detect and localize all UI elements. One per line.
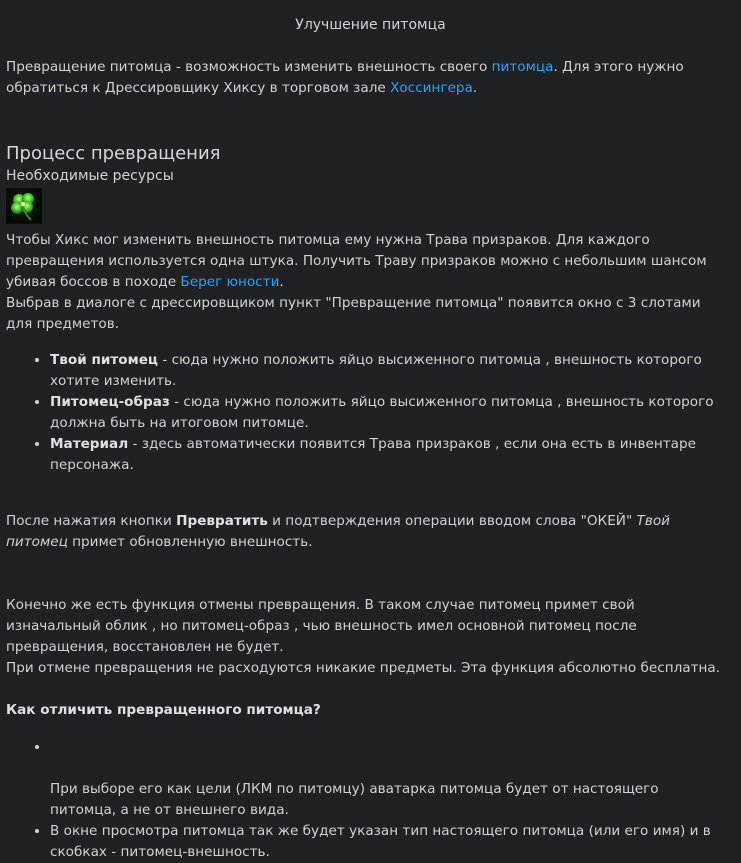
list-item (50, 392, 727, 434)
slot-term: Материал (50, 436, 129, 452)
cancel-free-text: При отмене превращения не расходуются никакие предметы. Эта функция абсолютно бесплатна. (6, 660, 721, 676)
cancel-text: Конечно же есть функция отмены превращения. В таком случае питомец примет свой изначальный облик , но питомец-образ , чью внешность имел основной питомец после превращения, восстановлен не будет. (6, 597, 637, 655)
list-item (50, 737, 727, 779)
intro-text: Превращение питомца - возможность изменить внешность своего (6, 59, 492, 75)
herb-text: . (279, 274, 284, 290)
distinguish-section (6, 700, 727, 721)
resources-label: Необходимые ресурсы (6, 168, 174, 184)
section-process (6, 142, 727, 187)
slot-desc: - сюда нужно положить яйцо высиженного питомца , внешность которого хотите изменить. (50, 352, 702, 389)
distinguish-item-text: В окне просмотра питомца так же будет указан тип настоящего питомца (или его имя) и в скобках - питомец-внешность. (50, 823, 711, 860)
pet-link[interactable]: питомца (491, 59, 554, 75)
list-item (50, 821, 727, 863)
list-item (50, 350, 727, 392)
after-text: и подтверждения операции вводом слова "ОКЕЙ" (267, 513, 637, 529)
intro-text: . (472, 80, 478, 96)
four-leaf-clover-icon[interactable] (6, 188, 42, 224)
list-item-continuation (50, 779, 727, 821)
your-pet-term: Твой питомец (6, 513, 671, 550)
intro-paragraph (6, 57, 727, 99)
cancel-paragraph (6, 595, 727, 679)
slot-desc: - сюда нужно положить яйцо высиженного питомца , внешность которого должна быть на итоговом питомце. (50, 394, 714, 431)
distinguish-heading: Как отличить превращенного питомца? (6, 702, 321, 718)
page-title: Улучшение питомца (295, 17, 446, 33)
hossinger-link[interactable]: Хоссингера (390, 80, 473, 96)
slot-term: Питомец-образ (50, 394, 170, 410)
distinguish-list (6, 737, 727, 863)
herb-paragraph (6, 230, 727, 335)
slot-term: Твой питомец (50, 352, 159, 368)
section-heading: Процесс превращения (6, 143, 221, 164)
after-text: примет обновленную внешность. (67, 534, 313, 550)
slots-list (6, 350, 727, 476)
dialog-text: Выбрав в диалоге с дрессировщиком пункт "Превращение питомца" появится окно с 3 слотами для предметов. (6, 295, 701, 332)
shore-of-youth-link[interactable]: Берег юности (180, 274, 280, 290)
distinguish-item-text: При выборе его как цели (ЛКМ по питомцу) аватарка питомца будет от настоящего питомца, а не от внешнего вида. (50, 781, 659, 818)
intro-text: . Для этого нужно обратиться к Дрессировщику Хиксу в торговом зале (6, 59, 684, 96)
after-paragraph (6, 511, 727, 553)
transform-button-name: Превратить (176, 513, 268, 529)
after-text: После нажатия кнопки (6, 513, 177, 529)
list-item (50, 434, 727, 476)
slot-desc: - здесь автоматически появится Трава призраков , если она есть в инвентаре персонажа. (50, 436, 696, 473)
herb-text: Чтобы Хикс мог изменить внешность питомца ему нужна Трава призраков. Для каждого превращения используется одна штука. Получить Траву призраков можно с небольшим шансом убивая боссов в походе (6, 232, 707, 290)
four-leaf-clover-icon (7, 189, 41, 223)
